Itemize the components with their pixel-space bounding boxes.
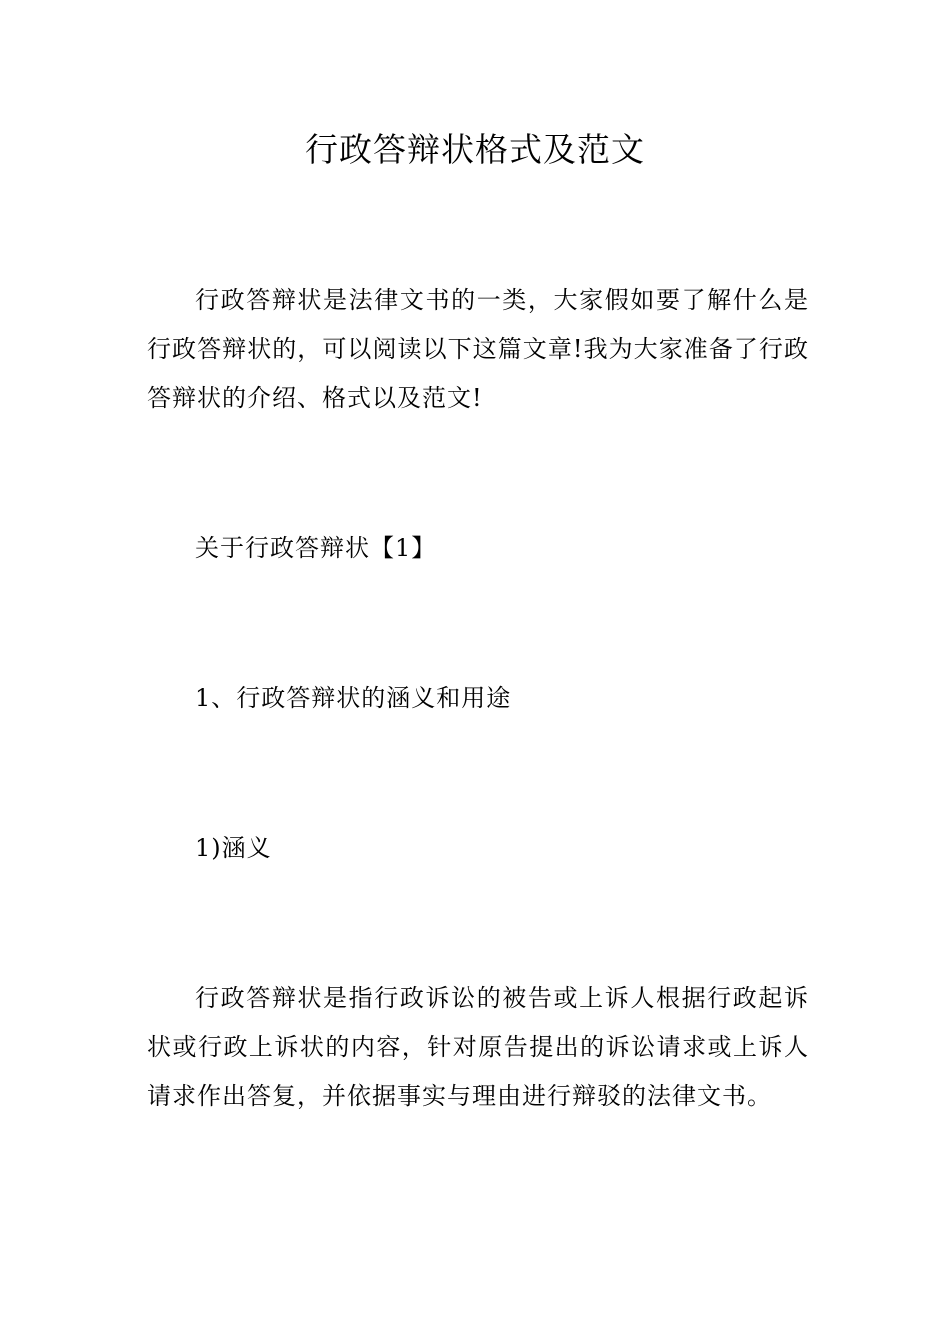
document-title: 行政答辩状格式及范文	[305, 130, 645, 169]
subsection-heading-meaning: 1)涵义	[195, 834, 272, 862]
intro-paragraph: 行政答辩状是法律文书的一类，大家假如要了解什么是行政答辩状的，可以阅读以下这篇文章!我为大家准备了行政答辩状的介绍、格式以及范文!	[147, 286, 809, 412]
definition-paragraph: 行政答辩状是指行政诉讼的被告或上诉人根据行政起诉状或行政上诉状的内容，针对原告提出的诉讼请求或上诉人请求作出答复，并依据事实与理由进行辩驳的法律文书。	[147, 984, 809, 1110]
section-heading-meaning-and-use: 1、行政答辩状的涵义和用途	[195, 684, 512, 712]
section-heading-about: 关于行政答辩状【1】	[195, 534, 437, 562]
